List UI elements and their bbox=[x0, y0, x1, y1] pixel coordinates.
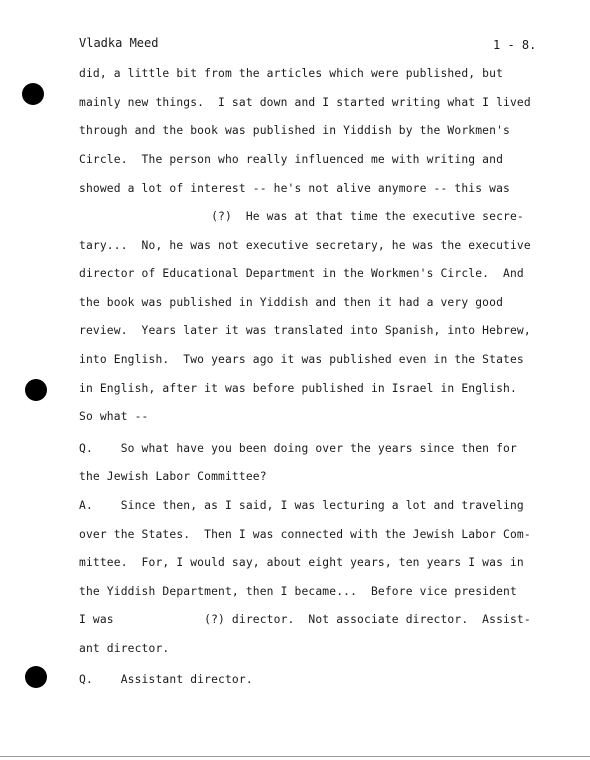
transcript-line: showed a lot of interest -- he's not alive anymore -- this was bbox=[79, 182, 510, 195]
transcript-line: through and the book was published in Yiddish by the Workmen's bbox=[79, 124, 510, 137]
page-edge-rule bbox=[0, 756, 590, 757]
transcript-line: did, a little bit from the articles which were published, but bbox=[79, 67, 504, 80]
speaker-name: Vladka Meed bbox=[79, 36, 159, 50]
transcript-line: So what -- bbox=[79, 410, 149, 423]
transcript-line: director of Educational Department in the Workmen's Circle. And bbox=[79, 267, 524, 280]
transcript-line: in English, after it was before published in Israel in English. bbox=[79, 382, 517, 395]
transcript-line: tary... No, he was not executive secretary, he was the executive bbox=[79, 239, 531, 252]
transcript-line: into English. Two years ago it was published even in the States bbox=[79, 353, 524, 366]
transcript-line: the Yiddish Department, then I became... Before vice president bbox=[79, 585, 517, 598]
transcript-line: mainly new things. I sat down and I started writing what I lived bbox=[79, 96, 531, 109]
page-number: 1 - 8. bbox=[493, 38, 537, 52]
transcript-line: over the States. Then I was connected with the Jewish Labor Com- bbox=[79, 528, 531, 541]
transcript-line: the Jewish Labor Committee? bbox=[79, 470, 267, 483]
transcript-line: review. Years later it was translated into Spanish, into Hebrew, bbox=[79, 324, 531, 337]
transcript-line: Q. So what have you been doing over the years since then for bbox=[79, 442, 517, 455]
binder-hole-top bbox=[22, 83, 44, 105]
transcript-line: ant director. bbox=[79, 642, 170, 655]
transcript-line: I was (?) director. Not associate director. Assist- bbox=[79, 613, 531, 626]
transcript-line: (?) He was at that time the executive secre- bbox=[79, 210, 524, 223]
transcript-line: Circle. The person who really influenced me with writing and bbox=[79, 153, 504, 166]
transcript-line: the book was published in Yiddish and then it had a very good bbox=[79, 296, 504, 309]
binder-hole-bottom bbox=[25, 666, 47, 688]
transcript-line: mittee. For, I would say, about eight years, ten years I was in bbox=[79, 556, 524, 569]
transcript-line: Q. Assistant director. bbox=[79, 673, 253, 686]
transcript-line: A. Since then, as I said, I was lecturing a lot and traveling bbox=[79, 499, 524, 512]
binder-hole-middle bbox=[25, 379, 47, 401]
